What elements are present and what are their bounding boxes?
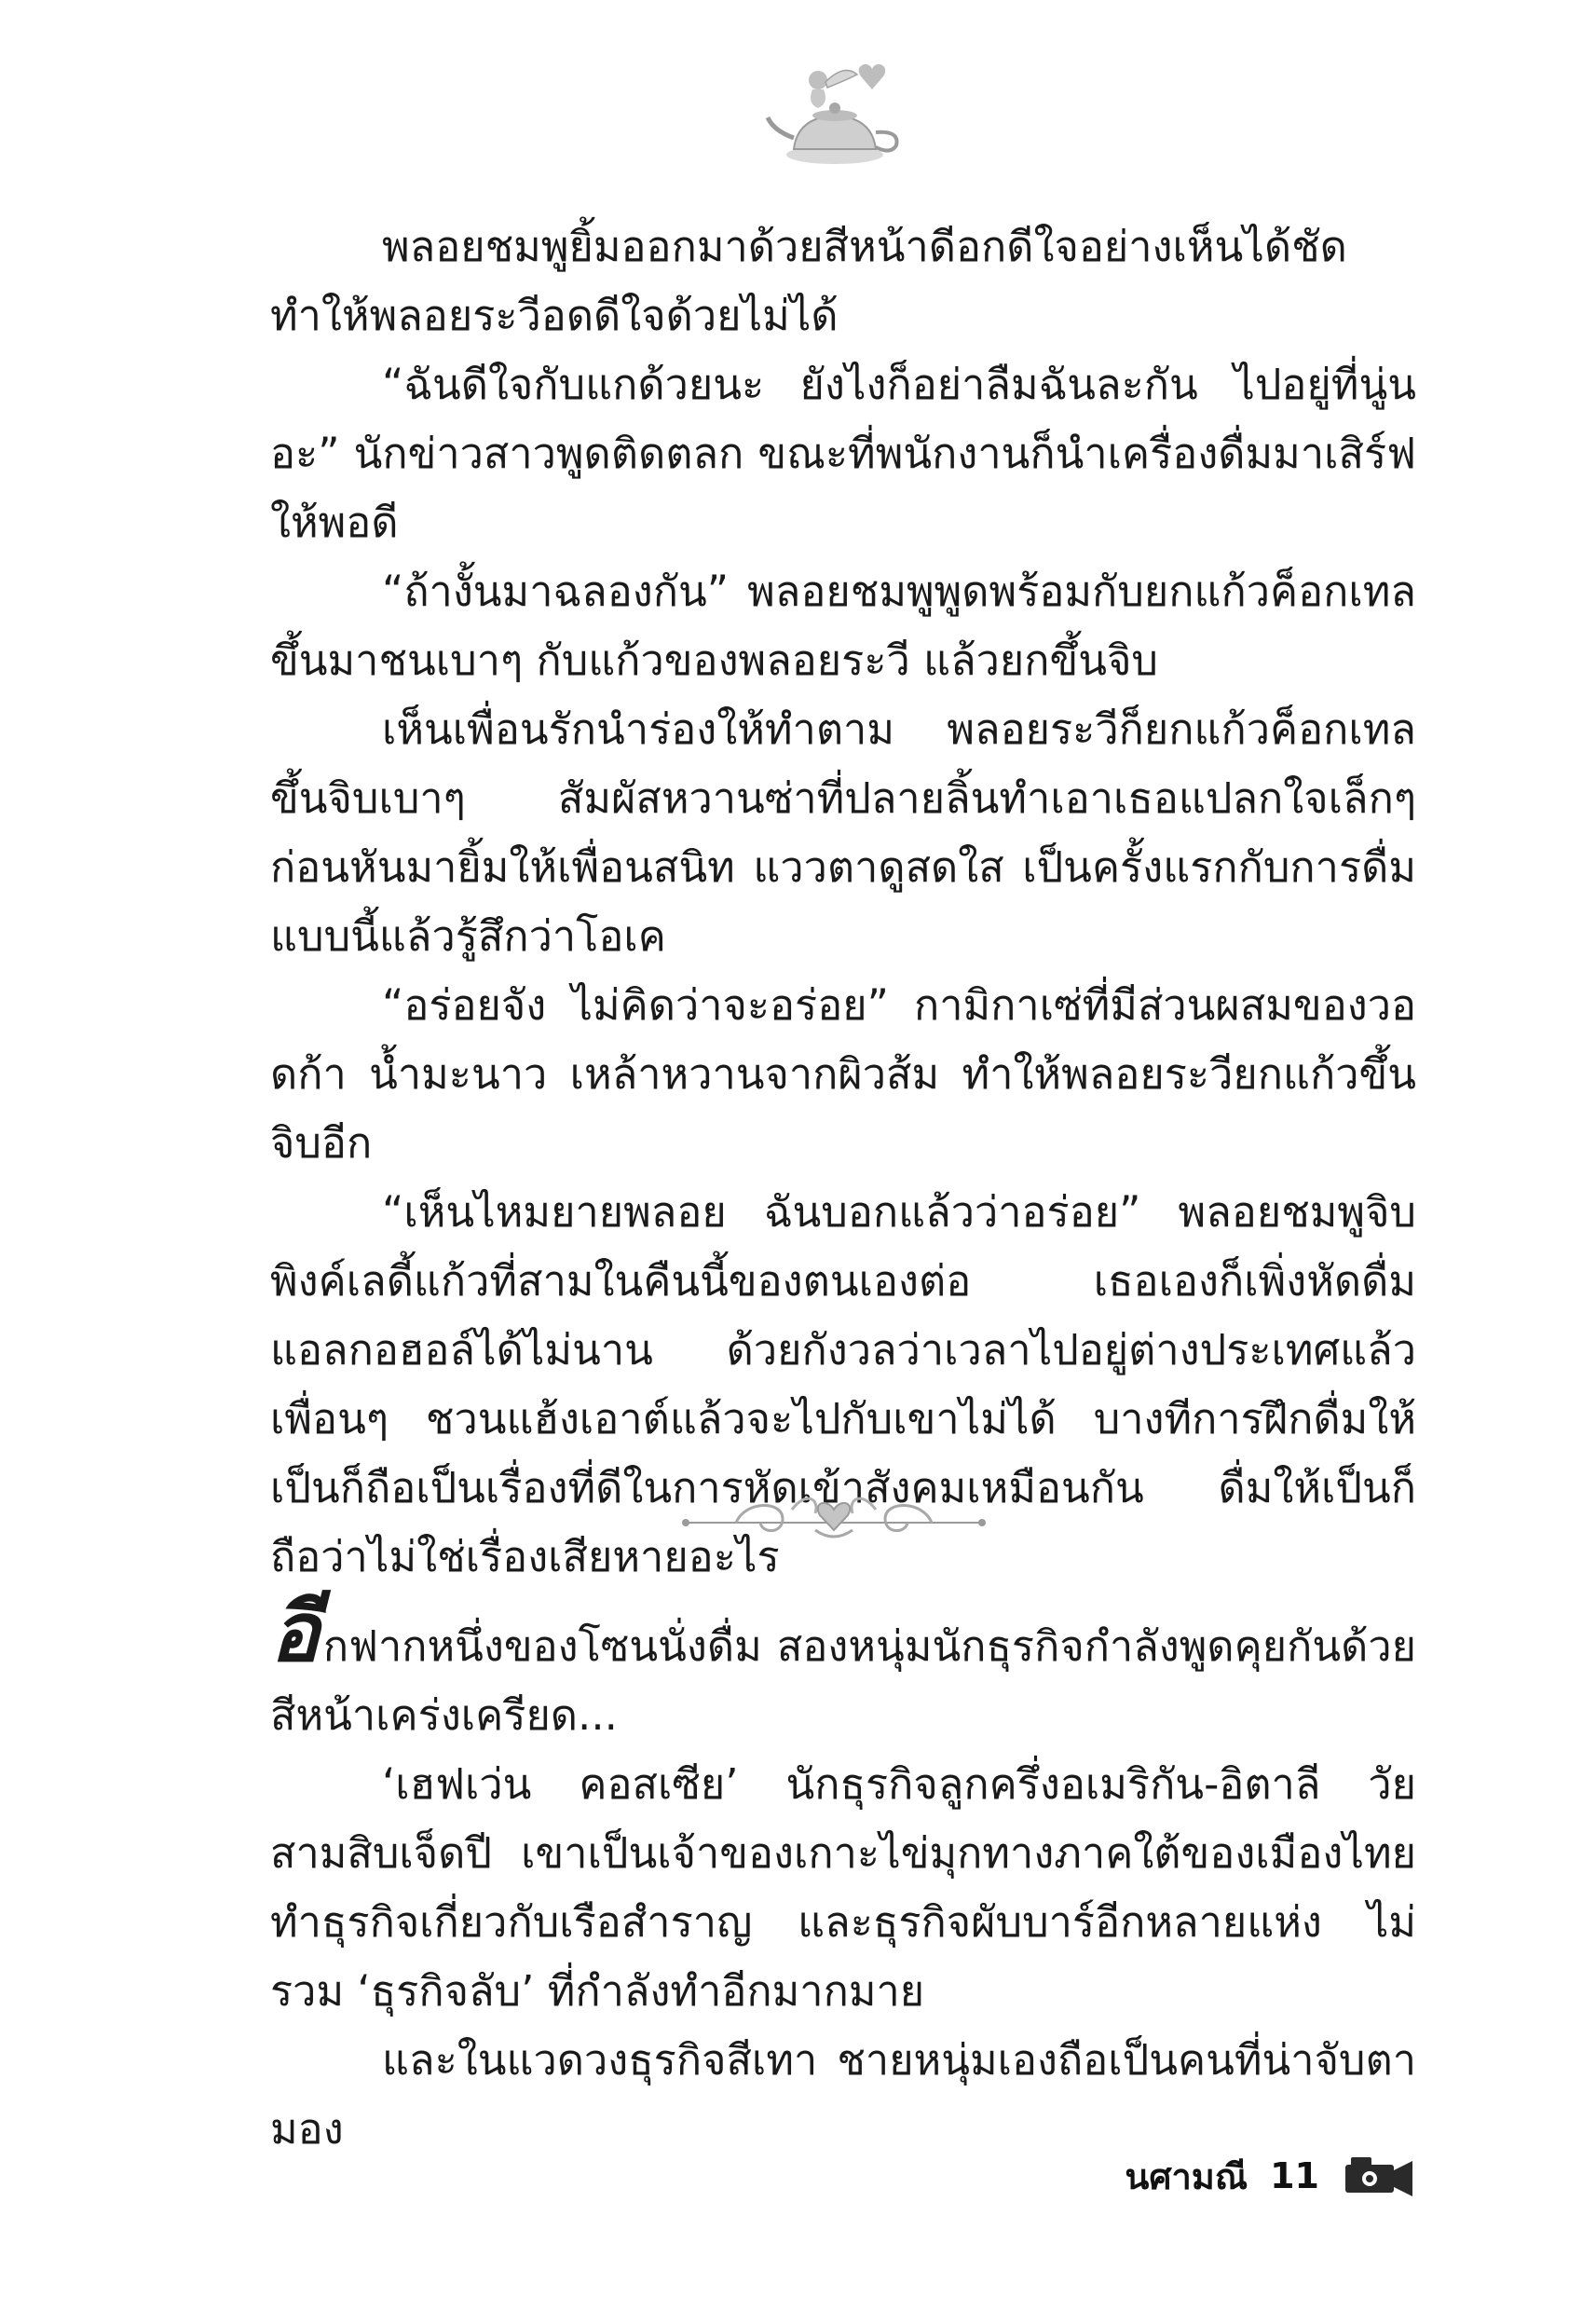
page-number: 11 xyxy=(1270,2155,1319,2196)
paragraph: และในแวดวงธุรกิจสีเทา ชายหนุ่มเองถือเป็นคนที่น่าจับตามอง xyxy=(270,2035,1416,2154)
paragraph: “เห็นไหมยายพลอย ฉันบอกแล้วว่าอร่อย” พลอยชมพูจิบพิงค์เลดี้แก้วที่สามในคืนนี้ของตนเองต่อ เธอเองก็เพิ่งหัดดื่มแอลกอฮอล์ได้ไม่นาน ด้วยกังวลว่าเวลาไปอยู่ต่างประเทศแล้วเพื่อนๆ ชวนแฮ้งเอาต์แล้วจะไปกับเขาไม่ได้ บางทีการฝึกดื่มให้เป็นก็ถือเป็นเรื่องที่ดีในการหัดเข้าสังคมเหมือนกัน ดื่มให้เป็นก็ถือว่าไม่ใช่เรื่องเสียหายอะไร xyxy=(270,1187,1416,1581)
paragraph: พลอยชมพูยิ้มออกมาด้วยสีหน้าดีอกดีใจอย่างเห็นได้ชัด ทำให้พลอยระวีอดดีใจด้วยไม่ได้ xyxy=(270,222,1347,340)
teapot-with-cherub-ornament-icon xyxy=(760,52,909,173)
drop-cap: อี xyxy=(270,1584,320,1680)
paragraph: ‘เฮฟเว่น คอสเซีย’ นักธุรกิจลูกครึ่งอเมริกัน-อิตาลี วัยสามสิบเจ็ดปี เขาเป็นเจ้าของเกาะไข่มุกทางภาคใต้ของเมืองไทย ทำธุรกิจเกี่ยวกับเรือสำราญ และธุรกิจผับบาร์อีกหลายแห่ง ไม่รวม ‘ธุรกิจลับ’ ที่กำลังทำอีกมากมาย xyxy=(270,1759,1416,2016)
heart-flourish-divider-icon xyxy=(680,1482,988,1556)
paragraph-text: กฟากหนึ่งของโซนนั่งดื่ม สองหนุ่มนักธุรกิจกำลังพูดคุยกันด้วยสีหน้าเคร่งเครียด... xyxy=(270,1621,1416,1740)
author-name: นศามณี xyxy=(1125,2155,1248,2197)
page-footer xyxy=(1099,2148,1416,2204)
paragraph-with-drop-cap xyxy=(270,1584,1416,1750)
paragraph: “อร่อยจัง ไม่คิดว่าจะอร่อย” กามิกาเซ่ที่มีส่วนผสมของวอดก้า น้ำมะนาว เหล้าหวานจากผิวส้ม ทำให้พลอยระวียกแก้วขึ้นจิบอีก xyxy=(270,980,1416,1168)
paragraph: “ถ้างั้นมาฉลองกัน” พลอยชมพูพูดพร้อมกับยกแก้วค็อกเทลขึ้นมาชนเบาๆ กับแก้วของพลอยระวี แล้วยกขึ้นจิบ xyxy=(270,567,1416,685)
paragraph: เห็นเพื่อนรักนำร่องให้ทำตาม พลอยระวีก็ยกแก้วค็อกเทลขึ้นจิบเบาๆ สัมผัสหวานซ่าที่ปลายลิ้นทำเอาเธอแปลกใจเล็กๆ ก่อนหันมายิ้มให้เพื่อนสนิท แววตาดูสดใส เป็นครั้งแรกกับการดื่มแบบนี้แล้วรู้สึกว่าโอเค xyxy=(270,704,1416,961)
video-camera-icon xyxy=(1342,2154,1416,2198)
paragraph: “ฉันดีใจกับแกด้วยนะ ยังไงก็อย่าลืมฉันละกัน ไปอยู่ที่นู่นอะ” นักข่าวสาวพูดติดตลก ขณะที่พนักงานก็นำเครื่องดื่มมาเสิร์ฟให้พอดี xyxy=(270,360,1416,547)
